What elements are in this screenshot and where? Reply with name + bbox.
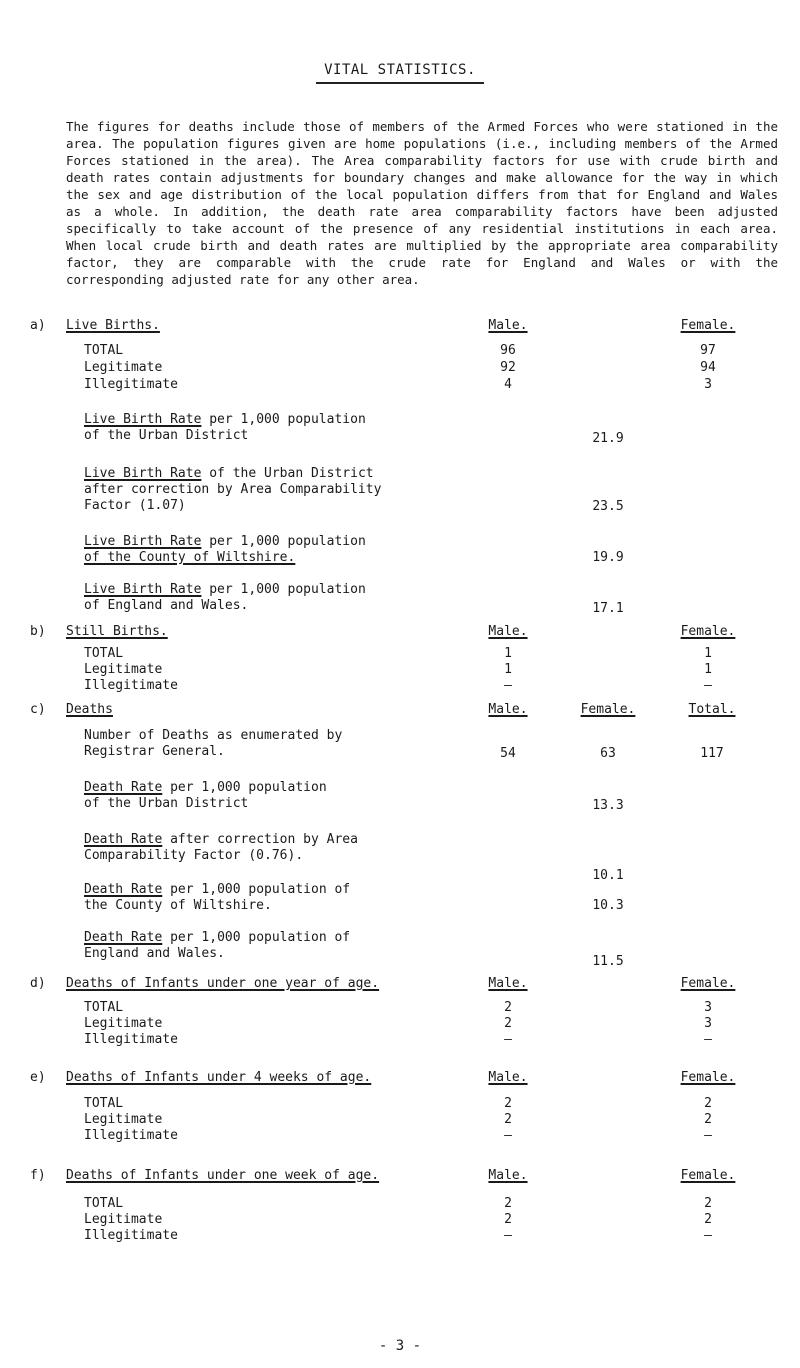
death-rate-urban-line1: Death Rate per 1,000 population [84,780,327,795]
section-f-illegit-label: Illegitimate [84,1228,178,1243]
death-rate-county-value: 10.3 [592,898,624,913]
section-a-total-male: 96 [500,343,516,358]
section-d-legit-label: Legitimate [84,1016,163,1031]
section-f-female-header: Female. [680,1168,736,1183]
deaths-female-value: 63 [600,746,616,761]
death-rate-urban-line2: of the Urban District [84,796,249,811]
death-rate-england-line2: England and Wales. [84,946,225,961]
section-e-illegit-label: Illegitimate [84,1128,178,1143]
death-rate-corrected-line2: Comparability Factor (0.76). [84,848,304,863]
live-birth-rate-urban-line1: Live Birth Rate per 1,000 population [84,412,366,427]
section-e-illegit-female: – [704,1128,712,1143]
section-e-legit-label: Legitimate [84,1112,163,1127]
section-e-heading: Deaths of Infants under 4 weeks of age. [66,1070,372,1085]
section-f-legit-female: 2 [704,1212,712,1227]
page-number: - 3 - [378,1338,422,1354]
section-f-letter: f) [30,1168,46,1183]
section-e-letter: e) [30,1070,46,1085]
live-birth-rate-england-line2: of England and Wales. [84,598,249,613]
death-rate-county-line2: the County of Wiltshire. [84,898,272,913]
section-b-legit-label: Legitimate [84,662,163,677]
section-d-letter: d) [30,976,46,991]
live-birth-rate-county-line1: Live Birth Rate per 1,000 population [84,534,366,549]
section-d-illegit-label: Illegitimate [84,1032,178,1047]
deaths-number-line2: Registrar General. [84,744,225,759]
section-d-total-label: TOTAL [84,1000,124,1015]
section-d-total-female: 3 [704,1000,712,1015]
section-a-legit-male: 92 [500,360,516,375]
section-f-illegit-female: – [704,1228,712,1243]
death-rate-urban-value: 13.3 [592,798,624,813]
section-d-illegit-female: – [704,1032,712,1047]
section-e-total-male: 2 [504,1096,512,1111]
section-a-illegit-label: Illegitimate [84,377,178,392]
section-e-total-female: 2 [704,1096,712,1111]
intro-paragraph: The figures for deaths include those of members of the Armed Forces who were stationed in the area. The population figures given are home populations (i.e., including members of the Armed Forces stationed in the area). The Area comparability factors for use with crude birth and death rates contain adjustments for boundary changes and make allowance for the way in which the sex and age distribution of the local population differs from that for England and Wales as a whole. In addition, the death rate area comparability factors have been adjusted specifically to take account of the presence of any residential institutions in each area. When local crude birth and death rates are multiplied by the appropriate area comparability factor, they are comparable with the crude rate for England and Wales or with the corresponding adjusted rate for any other area. [66,119,778,287]
section-b-legit-female: 1 [704,662,712,677]
section-d-legit-male: 2 [504,1016,512,1031]
deaths-male-value: 54 [500,746,516,761]
live-birth-rate-county-value: 19.9 [592,550,624,565]
title-underline [316,82,484,84]
section-a-female-header: Female. [680,318,736,333]
death-rate-county-line1: Death Rate per 1,000 population of [84,882,351,897]
section-a-letter: a) [30,318,46,333]
live-birth-rate-urban-line2: of the Urban District [84,428,249,443]
section-c-letter: c) [30,702,46,717]
section-e-legit-female: 2 [704,1112,712,1127]
section-e-illegit-male: – [504,1128,512,1143]
section-a-total-female: 97 [700,343,716,358]
section-a-total-label: TOTAL [84,343,124,358]
death-rate-england-line1: Death Rate per 1,000 population of [84,930,351,945]
section-b-total-female: 1 [704,646,712,661]
section-b-heading: Still Births. [66,624,168,639]
section-d-female-header: Female. [680,976,736,991]
live-birth-rate-england-value: 17.1 [592,601,624,616]
section-f-male-header: Male. [488,1168,528,1183]
section-f-total-female: 2 [704,1196,712,1211]
live-birth-rate-county-line2: of the County of Wiltshire. [84,550,296,565]
section-b-illegit-label: Illegitimate [84,678,178,693]
section-d-male-header: Male. [488,976,528,991]
section-e-legit-male: 2 [504,1112,512,1127]
section-a-male-header: Male. [488,318,528,333]
live-birth-rate-urban-value: 21.9 [592,431,624,446]
section-c-female-header: Female. [580,702,636,717]
section-b-female-header: Female. [680,624,736,639]
section-f-heading: Deaths of Infants under one week of age. [66,1168,380,1183]
death-rate-corrected-line1: Death Rate after correction by Area [84,832,358,847]
section-e-male-header: Male. [488,1070,528,1085]
section-d-illegit-male: – [504,1032,512,1047]
section-c-heading: Deaths [66,702,113,717]
section-a-legit-female: 94 [700,360,716,375]
live-birth-rate-england-line1: Live Birth Rate per 1,000 population [84,582,366,597]
deaths-total-value: 117 [700,746,724,761]
death-rate-corrected-value: 10.1 [592,868,624,883]
section-b-total-male: 1 [504,646,512,661]
section-f-total-male: 2 [504,1196,512,1211]
section-e-female-header: Female. [680,1070,736,1085]
section-b-illegit-female: – [704,678,712,693]
section-b-legit-male: 1 [504,662,512,677]
section-a-illegit-female: 3 [704,377,712,392]
section-d-legit-female: 3 [704,1016,712,1031]
section-c-male-header: Male. [488,702,528,717]
section-b-letter: b) [30,624,46,639]
section-e-total-label: TOTAL [84,1096,124,1111]
live-birth-rate-corrected-line1: Live Birth Rate of the Urban District [84,466,374,481]
section-f-legit-label: Legitimate [84,1212,163,1227]
section-a-legit-label: Legitimate [84,360,163,375]
deaths-number-line1: Number of Deaths as enumerated by [84,728,343,743]
section-f-illegit-male: – [504,1228,512,1243]
section-d-heading: Deaths of Infants under one year of age. [66,976,380,991]
section-b-total-label: TOTAL [84,646,124,661]
section-f-legit-male: 2 [504,1212,512,1227]
section-d-total-male: 2 [504,1000,512,1015]
live-birth-rate-corrected-line3: Factor (1.07) [84,498,186,513]
death-rate-england-value: 11.5 [592,954,624,969]
section-f-total-label: TOTAL [84,1196,124,1211]
section-c-total-header: Total. [688,702,736,717]
page-title: VITAL STATISTICS. [324,62,476,78]
live-birth-rate-corrected-line2: after correction by Area Comparability [84,482,382,497]
section-a-illegit-male: 4 [504,377,512,392]
section-b-male-header: Male. [488,624,528,639]
section-b-illegit-male: – [504,678,512,693]
section-a-heading: Live Births. [66,318,160,333]
live-birth-rate-corrected-value: 23.5 [592,499,624,514]
